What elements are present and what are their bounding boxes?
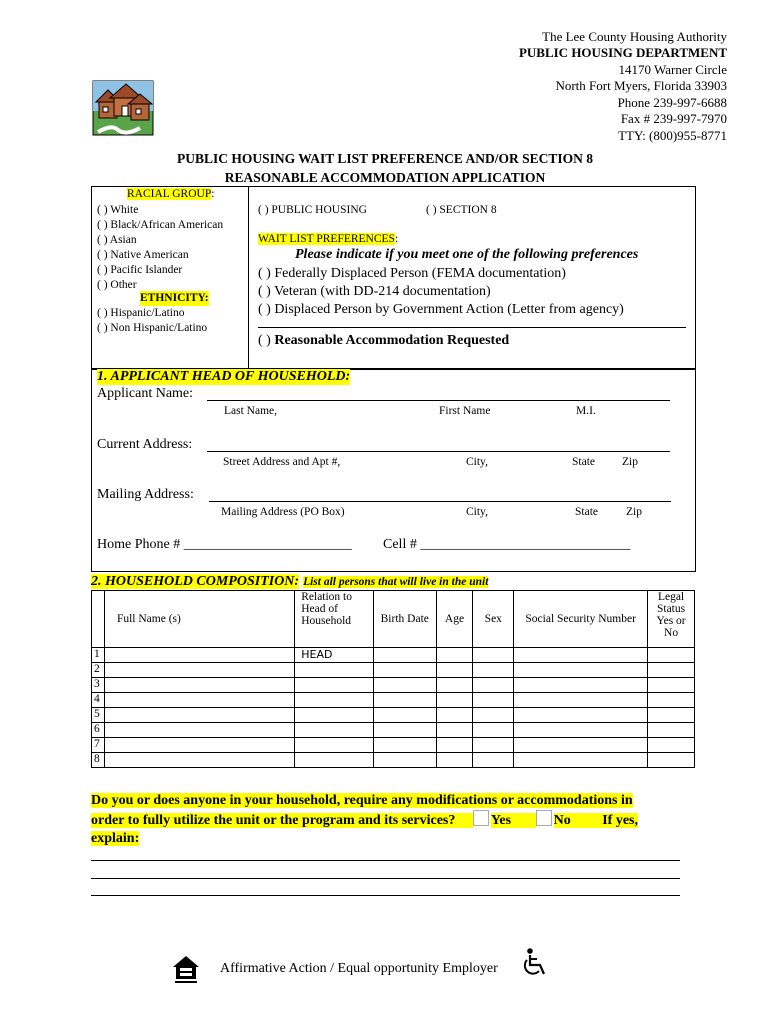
program-public-housing[interactable]: ( ) PUBLIC HOUSING [258,204,367,216]
table-row: 8 [92,753,695,768]
preference-veteran[interactable]: ( ) Veteran (with DD-214 documentation) [258,284,491,299]
col-legal-status: Legal Status Yes or No [648,591,695,648]
applicant-section-title: 1. APPLICANT HEAD OF HOUSEHOLD: [97,369,351,384]
caption-mail-state: State [575,506,598,518]
col-full-name: Full Name (s) [104,591,294,648]
caption-mi: M.I. [576,405,596,417]
caption-street: Street Address and Apt #, [223,456,341,468]
preference-options [258,265,624,319]
table-row: 1 HEAD [92,648,695,663]
yes-checkbox[interactable] [473,810,489,826]
caption-city: City, [466,456,488,468]
caption-zip: Zip [622,456,638,468]
ethnicity-option-hispanic[interactable]: ( ) Hispanic/Latino [97,307,185,319]
address-street: 14170 Warner Circle [618,62,727,77]
program-section8[interactable]: ( ) SECTION 8 [426,204,497,216]
col-sex: Sex [473,591,514,648]
ethnicity-heading: ETHNICITY: [140,292,209,304]
preferences-instruction: Please indicate if you meet one of the following preferences [295,247,639,262]
preference-displaced[interactable]: ( ) Displaced Person by Government Action (Letter from agency) [258,302,624,317]
col-ssn: Social Security Number [514,591,648,648]
home-phone-field[interactable]: Home Phone # ________________________ [97,537,352,552]
ethnicity-options [97,306,207,336]
applicant-name-field[interactable] [207,400,670,401]
caption-last-name: Last Name, [224,405,278,417]
tty-number: TTY: (800)955-8771 [618,128,727,143]
question-line1: Do you or does anyone in your household, require any modifications or accommodations in [91,793,633,808]
no-label: No [553,813,571,828]
authority-name: The Lee County Housing Authority [542,29,727,44]
table-row: 6 [92,723,695,738]
racial-option-white[interactable]: ( ) White [97,204,139,216]
racial-option-asian[interactable]: ( ) Asian [97,234,137,246]
racial-group-heading: RACIAL GROUP: [127,188,215,200]
column-divider [248,187,249,369]
form-title-line2: REASONABLE ACCOMMODATION APPLICATION [224,170,546,185]
no-checkbox[interactable] [536,810,552,826]
caption-mail-zip: Zip [626,506,642,518]
household-header-row [92,591,695,648]
racial-option-black[interactable]: ( ) Black/African American [97,219,224,231]
caption-first-name: First Name [439,405,491,417]
household-section-title: 2. HOUSEHOLD COMPOSITION: [91,574,300,589]
col-relation: Relation to Head of Household [295,591,374,648]
explain-label: explain: [91,831,140,846]
caption-mail-city: City, [466,506,488,518]
explain-line-1[interactable] [91,860,680,861]
housing-logo [92,80,154,136]
table-row: 3 [92,678,695,693]
racial-option-other[interactable]: ( ) Other [97,279,137,291]
racial-option-native-american[interactable]: ( ) Native American [97,249,189,261]
accommodation-question [91,792,638,848]
equal-housing-icon [172,955,200,985]
mailing-address-label: Mailing Address: [97,487,194,502]
ethnicity-option-non-hispanic[interactable]: ( ) Non Hispanic/Latino [97,322,208,334]
caption-state: State [572,456,595,468]
explain-line-2[interactable] [91,878,680,879]
racial-options [97,203,223,293]
table-row: 7 [92,738,695,753]
fax-number: Fax # 239-997-7970 [620,111,727,126]
household-table [91,590,695,768]
racial-option-pacific-islander[interactable]: ( ) Pacific Islander [97,264,183,276]
table-row: 5 [92,708,695,723]
if-yes-label: If yes, [602,813,638,828]
preferences-divider [258,327,686,328]
address-city: North Fort Myers, Florida 33903 [555,78,727,93]
current-address-field[interactable] [207,451,670,452]
current-address-label: Current Address: [97,437,193,452]
wait-list-preferences-heading: WAIT LIST PREFERENCES: [258,233,399,245]
question-line2: order to fully utilize the unit or the program and its services? [91,813,456,828]
cell-phone-field[interactable]: Cell # ______________________________ [383,537,631,552]
wheelchair-icon [520,947,552,979]
preference-fema[interactable]: ( ) Federally Displaced Person (FEMA documentation) [258,266,566,281]
department-name: PUBLIC HOUSING DEPARTMENT [518,45,727,60]
footer-text: Affirmative Action / Equal opportunity Employer [220,961,498,976]
phone-number: Phone 239-997-6688 [617,95,727,110]
reasonable-accommodation-option[interactable]: ( ) Reasonable Accommodation Requested [258,333,510,348]
mailing-address-field[interactable] [209,501,671,502]
explain-line-3[interactable] [91,895,680,896]
household-section-heading [91,572,488,590]
col-birth-date: Birth Date [373,591,436,648]
caption-po-box: Mailing Address (PO Box) [221,506,345,518]
form-title-line1: PUBLIC HOUSING WAIT LIST PREFERENCE AND/OR SECTION 8 [177,151,593,166]
table-row: 2 [92,663,695,678]
yes-label: Yes [490,813,512,828]
table-row: 4 [92,693,695,708]
col-age: Age [436,591,473,648]
household-section-note: List all persons that will live in the unit [303,576,489,588]
applicant-name-label: Applicant Name: [97,386,194,401]
